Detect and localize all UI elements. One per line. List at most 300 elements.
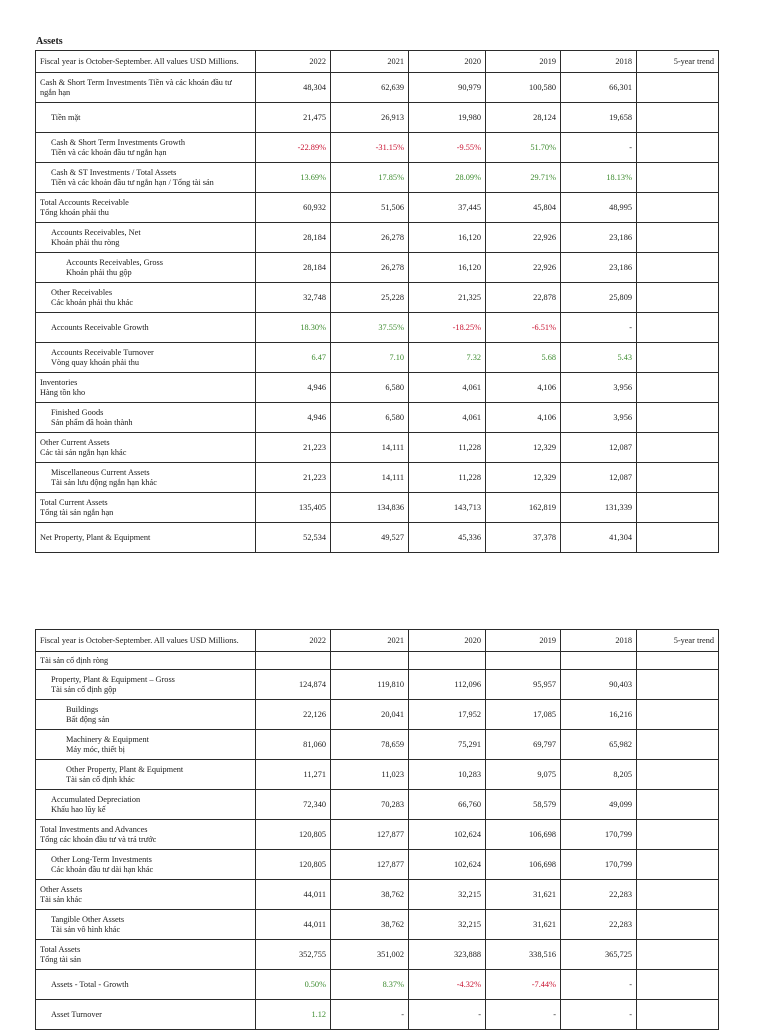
value-cell: 95,957 <box>486 670 561 700</box>
value-cell: 66,301 <box>561 73 637 103</box>
value-cell: 352,755 <box>256 940 331 970</box>
row-label-secondary: Tổng khoản phải thu <box>40 207 109 217</box>
value-cell: 60,932 <box>256 193 331 223</box>
value-cell: 16,216 <box>561 700 637 730</box>
value-cell: 32,748 <box>256 283 331 313</box>
table-row <box>36 223 719 253</box>
table-row <box>36 880 719 910</box>
value-cell: - <box>486 1000 561 1030</box>
table-row <box>36 343 719 373</box>
value-cell: 69,797 <box>486 730 561 760</box>
table-row <box>36 940 719 970</box>
value-cell <box>256 652 331 670</box>
value-cell: 19,658 <box>561 103 637 133</box>
header-year: 2022 <box>256 51 331 73</box>
row-label <box>36 1000 256 1030</box>
table-row <box>36 313 719 343</box>
value-cell: 22,283 <box>561 910 637 940</box>
value-cell: 11,271 <box>256 760 331 790</box>
trend-cell <box>637 463 719 493</box>
value-cell: 26,278 <box>331 253 409 283</box>
row-label-primary: Other Receivables <box>51 288 113 297</box>
table-row <box>36 523 719 553</box>
row-label-primary: Accounts Receivables, Gross <box>66 258 164 267</box>
value-cell: 75,291 <box>409 730 486 760</box>
value-cell: -4.32% <box>409 970 486 1000</box>
row-label-secondary: Bất động sản <box>66 714 110 724</box>
value-cell: 21,223 <box>256 433 331 463</box>
value-cell: 11,228 <box>409 463 486 493</box>
value-cell: -7.44% <box>486 970 561 1000</box>
row-label <box>36 670 256 700</box>
row-label <box>36 730 256 760</box>
row-label-primary: Finished Goods <box>51 408 104 417</box>
value-cell: 13.69% <box>256 163 331 193</box>
row-label-secondary: Sản phẩm đã hoàn thành <box>51 417 133 427</box>
row-label-primary: Total Accounts Receivable <box>40 198 129 207</box>
row-label-secondary: Các khoản đầu tư dài hạn khác <box>51 864 154 874</box>
row-label-secondary: Tổng tài sản ngắn hạn <box>40 507 114 517</box>
value-cell: 131,339 <box>561 493 637 523</box>
row-label-secondary: Khoản phải thu gộp <box>66 267 132 277</box>
value-cell: 21,325 <box>409 283 486 313</box>
row-label <box>36 970 256 1000</box>
value-cell: 21,223 <box>256 463 331 493</box>
header-year: 2019 <box>486 51 561 73</box>
value-cell: 25,228 <box>331 283 409 313</box>
value-cell: -31.15% <box>331 133 409 163</box>
table-row <box>36 970 719 1000</box>
row-label <box>36 820 256 850</box>
value-cell: 38,762 <box>331 910 409 940</box>
trend-cell <box>637 373 719 403</box>
row-label-primary: Tài sản cố định ròng <box>40 655 109 665</box>
value-cell: 170,799 <box>561 820 637 850</box>
value-cell: 338,516 <box>486 940 561 970</box>
row-label <box>36 493 256 523</box>
assets-table-1 <box>35 50 719 553</box>
value-cell: - <box>561 1000 637 1030</box>
value-cell: 28,184 <box>256 253 331 283</box>
table-row <box>36 283 719 313</box>
section-title: Assets <box>36 36 63 47</box>
row-label-primary: Tangible Other Assets <box>51 915 125 924</box>
value-cell: 106,698 <box>486 850 561 880</box>
trend-cell <box>637 253 719 283</box>
value-cell: 365,725 <box>561 940 637 970</box>
table-row <box>36 820 719 850</box>
row-label-primary: Accumulated Depreciation <box>51 795 141 804</box>
value-cell: - <box>561 970 637 1000</box>
value-cell: 45,804 <box>486 193 561 223</box>
value-cell: 52,534 <box>256 523 331 553</box>
value-cell: 351,002 <box>331 940 409 970</box>
value-cell <box>561 652 637 670</box>
value-cell: 51.70% <box>486 133 561 163</box>
value-cell: 16,120 <box>409 253 486 283</box>
row-label <box>36 163 256 193</box>
row-label-primary: Accounts Receivable Growth <box>51 322 149 332</box>
value-cell: 1.12 <box>256 1000 331 1030</box>
row-label <box>36 223 256 253</box>
table-row <box>36 730 719 760</box>
table-row <box>36 790 719 820</box>
value-cell: 22,926 <box>486 223 561 253</box>
table-row <box>36 193 719 223</box>
value-cell: 323,888 <box>409 940 486 970</box>
value-cell: 12,329 <box>486 433 561 463</box>
row-label-primary: Total Investments and Advances <box>40 825 148 834</box>
header-year: 2020 <box>409 51 486 73</box>
row-label-primary: Property, Plant & Equipment – Gross <box>51 675 175 684</box>
value-cell: 22,926 <box>486 253 561 283</box>
row-label-secondary: Tổng tài sản <box>40 954 82 964</box>
value-cell: 6,580 <box>331 403 409 433</box>
value-cell: 37,378 <box>486 523 561 553</box>
value-cell: 102,624 <box>409 820 486 850</box>
value-cell: 72,340 <box>256 790 331 820</box>
table-row <box>36 652 719 670</box>
value-cell: 90,979 <box>409 73 486 103</box>
value-cell: 127,877 <box>331 820 409 850</box>
row-label-secondary: Tiền và các khoản đầu tư ngắn hạn <box>51 147 167 157</box>
row-label <box>36 910 256 940</box>
value-cell: 4,061 <box>409 403 486 433</box>
row-label <box>36 790 256 820</box>
value-cell: 23,186 <box>561 223 637 253</box>
value-cell: 124,874 <box>256 670 331 700</box>
value-cell: 41,304 <box>561 523 637 553</box>
row-label <box>36 313 256 343</box>
row-label-primary: Other Current Assets <box>40 438 110 447</box>
value-cell: 49,527 <box>331 523 409 553</box>
trend-cell <box>637 493 719 523</box>
value-cell: 58,579 <box>486 790 561 820</box>
trend-cell <box>637 700 719 730</box>
row-label <box>36 760 256 790</box>
value-cell: 32,215 <box>409 910 486 940</box>
row-label <box>36 652 256 670</box>
value-cell: 44,011 <box>256 880 331 910</box>
table-row <box>36 433 719 463</box>
table-row <box>36 403 719 433</box>
row-label-secondary: Tiền và các khoản đầu tư ngắn hạn / Tổng tài sản <box>51 177 214 187</box>
table-row <box>36 163 719 193</box>
value-cell: 22,126 <box>256 700 331 730</box>
value-cell: 37.55% <box>331 313 409 343</box>
row-label-primary: Miscellaneous Current Assets <box>51 468 150 477</box>
value-cell <box>409 652 486 670</box>
row-label-primary: Assets - Total - Growth <box>51 979 129 989</box>
row-label-secondary: Khoản phải thu ròng <box>51 237 120 247</box>
value-cell: 102,624 <box>409 850 486 880</box>
trend-cell <box>637 133 719 163</box>
row-label <box>36 700 256 730</box>
trend-cell <box>637 880 719 910</box>
row-label <box>36 343 256 373</box>
header-year: 2020 <box>409 630 486 652</box>
value-cell: 44,011 <box>256 910 331 940</box>
value-cell: 81,060 <box>256 730 331 760</box>
value-cell: 12,087 <box>561 433 637 463</box>
trend-cell <box>637 940 719 970</box>
value-cell: 28.09% <box>409 163 486 193</box>
row-label-secondary: Vòng quay khoản phải thu <box>51 357 140 367</box>
value-cell: 62,639 <box>331 73 409 103</box>
value-cell: 12,329 <box>486 463 561 493</box>
row-label-secondary: Tài sản cố định khác <box>66 774 135 784</box>
value-cell: 120,805 <box>256 850 331 880</box>
header-row <box>36 630 719 652</box>
value-cell: 51,506 <box>331 193 409 223</box>
value-cell: 8.37% <box>331 970 409 1000</box>
value-cell: 4,061 <box>409 373 486 403</box>
value-cell: 14,111 <box>331 433 409 463</box>
row-label-secondary: Các tài sản ngắn hạn khác <box>40 447 127 457</box>
header-row <box>36 51 719 73</box>
value-cell: 26,278 <box>331 223 409 253</box>
trend-cell <box>637 283 719 313</box>
value-cell <box>331 652 409 670</box>
value-cell: 4,946 <box>256 403 331 433</box>
value-cell: 135,405 <box>256 493 331 523</box>
header-year: 2019 <box>486 630 561 652</box>
value-cell: 22,878 <box>486 283 561 313</box>
table-row <box>36 493 719 523</box>
value-cell: 12,087 <box>561 463 637 493</box>
value-cell: 4,946 <box>256 373 331 403</box>
header-year: 2022 <box>256 630 331 652</box>
trend-cell <box>637 103 719 133</box>
value-cell: 11,228 <box>409 433 486 463</box>
value-cell: 18.13% <box>561 163 637 193</box>
trend-cell <box>637 850 719 880</box>
table-row <box>36 103 719 133</box>
trend-cell <box>637 223 719 253</box>
value-cell: 134,836 <box>331 493 409 523</box>
row-label-primary: Tiền mặt <box>51 112 81 122</box>
value-cell: 20,041 <box>331 700 409 730</box>
row-label-secondary: Hàng tồn kho <box>40 387 86 397</box>
value-cell: 9,075 <box>486 760 561 790</box>
value-cell: 65,982 <box>561 730 637 760</box>
trend-cell <box>637 730 719 760</box>
value-cell: 31,621 <box>486 880 561 910</box>
row-label-secondary: Máy móc, thiết bị <box>66 744 125 754</box>
row-label <box>36 193 256 223</box>
trend-cell <box>637 433 719 463</box>
row-label <box>36 253 256 283</box>
value-cell: 70,283 <box>331 790 409 820</box>
value-cell: 25,809 <box>561 283 637 313</box>
table-row <box>36 910 719 940</box>
row-label <box>36 940 256 970</box>
value-cell: 48,304 <box>256 73 331 103</box>
trend-cell <box>637 670 719 700</box>
header-note: Fiscal year is October-September. All values USD Millions. <box>36 51 256 73</box>
row-label-secondary: Các khoản phải thu khác <box>51 297 134 307</box>
row-label-primary: Other Property, Plant & Equipment <box>66 765 184 774</box>
row-label-primary: Machinery & Equipment <box>66 735 149 744</box>
trend-cell <box>637 193 719 223</box>
value-cell: 32,215 <box>409 880 486 910</box>
value-cell: 10,283 <box>409 760 486 790</box>
row-label-secondary: Khấu hao lũy kế <box>51 804 106 814</box>
row-label-primary: Inventories <box>40 378 78 387</box>
value-cell: 17,952 <box>409 700 486 730</box>
header-year: 2021 <box>331 51 409 73</box>
value-cell: 17,085 <box>486 700 561 730</box>
value-cell: 5.43 <box>561 343 637 373</box>
header-note: Fiscal year is October-September. All values USD Millions. <box>36 630 256 652</box>
value-cell: 112,096 <box>409 670 486 700</box>
header-year: 2018 <box>561 51 637 73</box>
value-cell: 90,403 <box>561 670 637 700</box>
trend-cell <box>637 760 719 790</box>
value-cell <box>486 652 561 670</box>
row-label <box>36 880 256 910</box>
value-cell: 18.30% <box>256 313 331 343</box>
value-cell: 48,995 <box>561 193 637 223</box>
value-cell: 37,445 <box>409 193 486 223</box>
table-row <box>36 1000 719 1030</box>
trend-cell <box>637 313 719 343</box>
value-cell: 4,106 <box>486 403 561 433</box>
value-cell: 127,877 <box>331 850 409 880</box>
row-label <box>36 433 256 463</box>
trend-cell <box>637 790 719 820</box>
row-label <box>36 373 256 403</box>
trend-cell <box>637 910 719 940</box>
table-row <box>36 253 719 283</box>
trend-cell <box>637 163 719 193</box>
value-cell: 170,799 <box>561 850 637 880</box>
table-row <box>36 463 719 493</box>
value-cell: 3,956 <box>561 373 637 403</box>
value-cell: 100,580 <box>486 73 561 103</box>
trend-cell <box>637 523 719 553</box>
row-label-primary: Accounts Receivables, Net <box>51 228 141 237</box>
trend-cell <box>637 970 719 1000</box>
trend-cell <box>637 1000 719 1030</box>
row-label-primary: Buildings <box>66 705 99 714</box>
row-label <box>36 523 256 553</box>
value-cell: 28,184 <box>256 223 331 253</box>
table-row <box>36 670 719 700</box>
value-cell: -22.89% <box>256 133 331 163</box>
table-row <box>36 700 719 730</box>
value-cell: 162,819 <box>486 493 561 523</box>
row-label-primary: Other Assets <box>40 885 83 894</box>
value-cell: 22,283 <box>561 880 637 910</box>
table-row <box>36 373 719 403</box>
table-row <box>36 850 719 880</box>
trend-cell <box>637 652 719 670</box>
row-label-primary: Total Current Assets <box>40 498 108 507</box>
value-cell: -9.55% <box>409 133 486 163</box>
value-cell: 78,659 <box>331 730 409 760</box>
row-label-primary: Net Property, Plant & Equipment <box>40 532 151 542</box>
value-cell: 0.50% <box>256 970 331 1000</box>
value-cell: -18.25% <box>409 313 486 343</box>
value-cell: -6.51% <box>486 313 561 343</box>
value-cell: 66,760 <box>409 790 486 820</box>
row-label-primary: Total Assets <box>40 945 81 954</box>
value-cell: 3,956 <box>561 403 637 433</box>
value-cell: - <box>331 1000 409 1030</box>
row-label <box>36 403 256 433</box>
value-cell: 143,713 <box>409 493 486 523</box>
value-cell: 5.68 <box>486 343 561 373</box>
value-cell: 23,186 <box>561 253 637 283</box>
value-cell: 11,023 <box>331 760 409 790</box>
header-year: 2021 <box>331 630 409 652</box>
assets-table-2 <box>35 629 719 1030</box>
value-cell: 19,980 <box>409 103 486 133</box>
trend-cell <box>637 403 719 433</box>
value-cell: 6.47 <box>256 343 331 373</box>
row-label-secondary: Tài sản cố định gộp <box>51 684 117 694</box>
value-cell: 14,111 <box>331 463 409 493</box>
row-label <box>36 850 256 880</box>
value-cell: - <box>561 133 637 163</box>
table-row <box>36 133 719 163</box>
value-cell: 16,120 <box>409 223 486 253</box>
value-cell: 119,810 <box>331 670 409 700</box>
header-trend: 5-year trend <box>637 51 719 73</box>
value-cell: 120,805 <box>256 820 331 850</box>
value-cell: 7.10 <box>331 343 409 373</box>
value-cell: 106,698 <box>486 820 561 850</box>
value-cell: 8,205 <box>561 760 637 790</box>
value-cell: 31,621 <box>486 910 561 940</box>
header-trend: 5-year trend <box>637 630 719 652</box>
row-label-primary: Other Long-Term Investments <box>51 855 152 864</box>
value-cell: 38,762 <box>331 880 409 910</box>
table-row <box>36 73 719 103</box>
row-label-secondary: Tổng các khoản đầu tư và trả trước <box>40 834 157 844</box>
trend-cell <box>637 73 719 103</box>
row-label-primary: Cash & Short Term Investments Tiền và các khoản đầu tư <box>40 78 232 87</box>
value-cell: 21,475 <box>256 103 331 133</box>
row-label <box>36 103 256 133</box>
row-label <box>36 283 256 313</box>
row-label-primary: Accounts Receivable Turnover <box>51 348 154 357</box>
row-label-primary: Cash & Short Term Investments Growth <box>51 138 186 147</box>
row-label-primary: Cash & ST Investments / Total Assets <box>51 168 177 177</box>
value-cell: 49,099 <box>561 790 637 820</box>
value-cell: 45,336 <box>409 523 486 553</box>
value-cell: 17.85% <box>331 163 409 193</box>
value-cell: 29.71% <box>486 163 561 193</box>
trend-cell <box>637 343 719 373</box>
value-cell: 7.32 <box>409 343 486 373</box>
row-label <box>36 463 256 493</box>
row-label-secondary: Tài sản khác <box>40 894 82 904</box>
value-cell: - <box>561 313 637 343</box>
row-label-secondary: ngắn hạn <box>40 87 71 97</box>
trend-cell <box>637 820 719 850</box>
row-label-primary: Asset Turnover <box>51 1009 102 1019</box>
table-row <box>36 760 719 790</box>
value-cell: - <box>409 1000 486 1030</box>
row-label <box>36 133 256 163</box>
value-cell: 4,106 <box>486 373 561 403</box>
value-cell: 6,580 <box>331 373 409 403</box>
row-label <box>36 73 256 103</box>
value-cell: 28,124 <box>486 103 561 133</box>
value-cell: 26,913 <box>331 103 409 133</box>
